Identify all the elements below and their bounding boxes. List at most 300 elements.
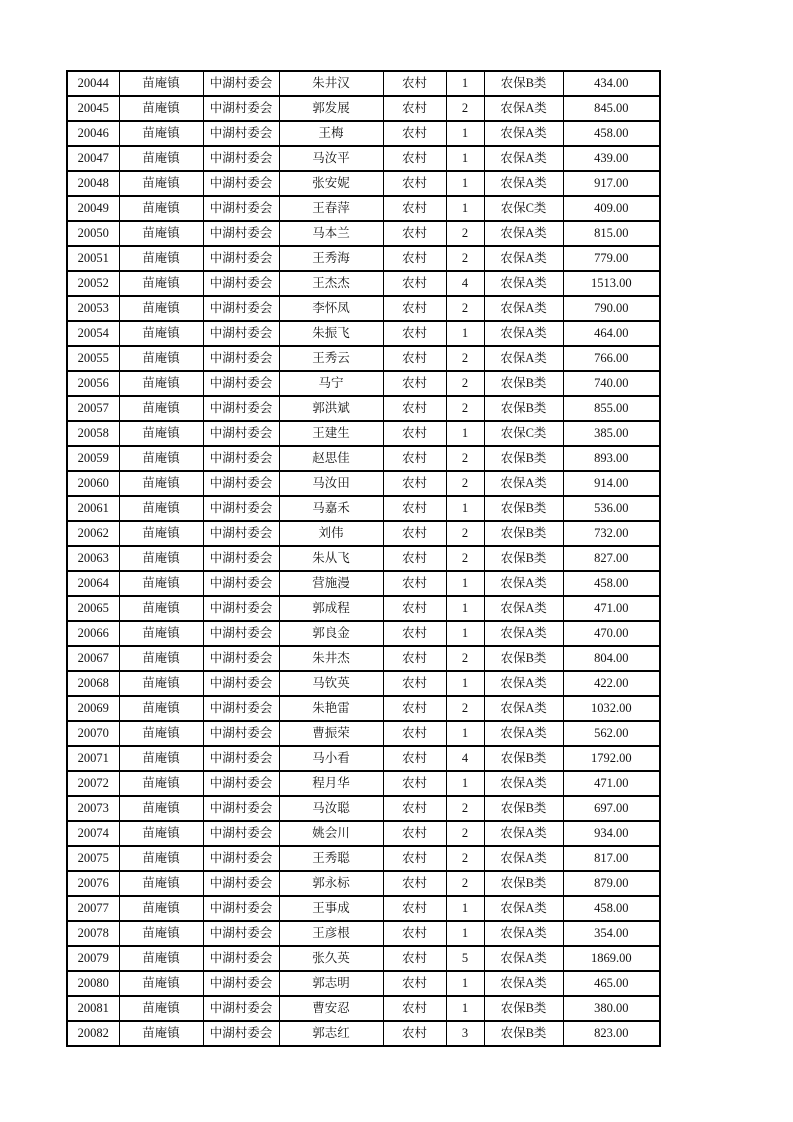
table-row xyxy=(67,746,660,771)
cell-amount: 458.00 xyxy=(563,121,660,146)
cell-residence-type: 农村 xyxy=(383,196,446,221)
roster-table xyxy=(66,70,661,1047)
cell-name: 营施漫 xyxy=(279,571,383,596)
cell-residence-type: 农村 xyxy=(383,496,446,521)
cell-amount: 790.00 xyxy=(563,296,660,321)
cell-id: 20045 xyxy=(67,96,119,121)
cell-residence-type: 农村 xyxy=(383,996,446,1021)
cell-person-count: 2 xyxy=(446,396,484,421)
cell-town: 苗庵镇 xyxy=(119,896,203,921)
cell-person-count: 2 xyxy=(446,646,484,671)
cell-id: 20066 xyxy=(67,621,119,646)
cell-person-count: 2 xyxy=(446,521,484,546)
cell-id: 20075 xyxy=(67,846,119,871)
cell-amount: 917.00 xyxy=(563,171,660,196)
cell-person-count: 1 xyxy=(446,721,484,746)
cell-person-count: 2 xyxy=(446,221,484,246)
cell-name: 郭志明 xyxy=(279,971,383,996)
cell-insurance-category: 农保A类 xyxy=(484,96,563,121)
cell-insurance-category: 农保A类 xyxy=(484,146,563,171)
cell-name: 姚会川 xyxy=(279,821,383,846)
cell-id: 20073 xyxy=(67,796,119,821)
cell-village: 中湖村委会 xyxy=(203,521,279,546)
cell-name: 朱振飞 xyxy=(279,321,383,346)
cell-insurance-category: 农保B类 xyxy=(484,521,563,546)
cell-residence-type: 农村 xyxy=(383,246,446,271)
table-row xyxy=(67,796,660,821)
cell-insurance-category: 农保A类 xyxy=(484,846,563,871)
cell-insurance-category: 农保A类 xyxy=(484,896,563,921)
cell-residence-type: 农村 xyxy=(383,121,446,146)
cell-village: 中湖村委会 xyxy=(203,396,279,421)
cell-village: 中湖村委会 xyxy=(203,246,279,271)
cell-residence-type: 农村 xyxy=(383,821,446,846)
cell-town: 苗庵镇 xyxy=(119,771,203,796)
cell-id: 20080 xyxy=(67,971,119,996)
cell-amount: 817.00 xyxy=(563,846,660,871)
cell-town: 苗庵镇 xyxy=(119,1021,203,1046)
cell-residence-type: 农村 xyxy=(383,746,446,771)
cell-residence-type: 农村 xyxy=(383,671,446,696)
table-row xyxy=(67,496,660,521)
cell-person-count: 2 xyxy=(446,246,484,271)
cell-town: 苗庵镇 xyxy=(119,871,203,896)
cell-town: 苗庵镇 xyxy=(119,796,203,821)
cell-person-count: 1 xyxy=(446,196,484,221)
cell-residence-type: 农村 xyxy=(383,221,446,246)
cell-name: 马宁 xyxy=(279,371,383,396)
cell-id: 20082 xyxy=(67,1021,119,1046)
cell-town: 苗庵镇 xyxy=(119,946,203,971)
cell-village: 中湖村委会 xyxy=(203,596,279,621)
cell-town: 苗庵镇 xyxy=(119,421,203,446)
cell-person-count: 1 xyxy=(446,921,484,946)
cell-person-count: 1 xyxy=(446,171,484,196)
cell-town: 苗庵镇 xyxy=(119,346,203,371)
cell-insurance-category: 农保B类 xyxy=(484,396,563,421)
cell-person-count: 2 xyxy=(446,346,484,371)
cell-id: 20061 xyxy=(67,496,119,521)
cell-person-count: 1 xyxy=(446,596,484,621)
cell-id: 20065 xyxy=(67,596,119,621)
cell-village: 中湖村委会 xyxy=(203,696,279,721)
cell-insurance-category: 农保B类 xyxy=(484,796,563,821)
cell-town: 苗庵镇 xyxy=(119,521,203,546)
cell-insurance-category: 农保A类 xyxy=(484,671,563,696)
cell-id: 20056 xyxy=(67,371,119,396)
cell-amount: 380.00 xyxy=(563,996,660,1021)
table-row xyxy=(67,546,660,571)
cell-person-count: 1 xyxy=(446,671,484,696)
cell-amount: 845.00 xyxy=(563,96,660,121)
cell-village: 中湖村委会 xyxy=(203,421,279,446)
cell-town: 苗庵镇 xyxy=(119,271,203,296)
cell-residence-type: 农村 xyxy=(383,721,446,746)
cell-amount: 458.00 xyxy=(563,896,660,921)
cell-insurance-category: 农保A类 xyxy=(484,771,563,796)
cell-residence-type: 农村 xyxy=(383,271,446,296)
cell-town: 苗庵镇 xyxy=(119,721,203,746)
cell-town: 苗庵镇 xyxy=(119,846,203,871)
cell-id: 20049 xyxy=(67,196,119,221)
cell-amount: 804.00 xyxy=(563,646,660,671)
cell-village: 中湖村委会 xyxy=(203,871,279,896)
cell-residence-type: 农村 xyxy=(383,596,446,621)
cell-village: 中湖村委会 xyxy=(203,846,279,871)
cell-person-count: 2 xyxy=(446,546,484,571)
table-row xyxy=(67,221,660,246)
cell-amount: 465.00 xyxy=(563,971,660,996)
cell-person-count: 5 xyxy=(446,946,484,971)
cell-person-count: 3 xyxy=(446,1021,484,1046)
cell-residence-type: 农村 xyxy=(383,71,446,96)
cell-name: 曹安忍 xyxy=(279,996,383,1021)
cell-name: 王梅 xyxy=(279,121,383,146)
cell-id: 20069 xyxy=(67,696,119,721)
cell-person-count: 1 xyxy=(446,421,484,446)
table-row xyxy=(67,646,660,671)
table-row xyxy=(67,346,660,371)
table-row xyxy=(67,571,660,596)
cell-village: 中湖村委会 xyxy=(203,996,279,1021)
cell-id: 20052 xyxy=(67,271,119,296)
cell-insurance-category: 农保A类 xyxy=(484,296,563,321)
cell-residence-type: 农村 xyxy=(383,846,446,871)
cell-village: 中湖村委会 xyxy=(203,171,279,196)
table-row xyxy=(67,121,660,146)
cell-name: 刘伟 xyxy=(279,521,383,546)
cell-id: 20055 xyxy=(67,346,119,371)
table-row xyxy=(67,621,660,646)
cell-name: 郭洪斌 xyxy=(279,396,383,421)
table-row xyxy=(67,171,660,196)
cell-amount: 1513.00 xyxy=(563,271,660,296)
cell-residence-type: 农村 xyxy=(383,871,446,896)
cell-amount: 409.00 xyxy=(563,196,660,221)
cell-residence-type: 农村 xyxy=(383,171,446,196)
cell-id: 20081 xyxy=(67,996,119,1021)
cell-village: 中湖村委会 xyxy=(203,571,279,596)
cell-village: 中湖村委会 xyxy=(203,821,279,846)
cell-insurance-category: 农保B类 xyxy=(484,371,563,396)
cell-id: 20048 xyxy=(67,171,119,196)
cell-amount: 779.00 xyxy=(563,246,660,271)
table-row xyxy=(67,821,660,846)
cell-person-count: 1 xyxy=(446,71,484,96)
cell-insurance-category: 农保B类 xyxy=(484,71,563,96)
cell-insurance-category: 农保B类 xyxy=(484,646,563,671)
cell-person-count: 2 xyxy=(446,371,484,396)
cell-amount: 740.00 xyxy=(563,371,660,396)
cell-person-count: 2 xyxy=(446,96,484,121)
cell-insurance-category: 农保B类 xyxy=(484,546,563,571)
cell-name: 郭志红 xyxy=(279,1021,383,1046)
cell-town: 苗庵镇 xyxy=(119,971,203,996)
cell-id: 20068 xyxy=(67,671,119,696)
cell-town: 苗庵镇 xyxy=(119,671,203,696)
cell-id: 20057 xyxy=(67,396,119,421)
cell-id: 20077 xyxy=(67,896,119,921)
cell-village: 中湖村委会 xyxy=(203,796,279,821)
cell-id: 20067 xyxy=(67,646,119,671)
cell-residence-type: 农村 xyxy=(383,946,446,971)
cell-residence-type: 农村 xyxy=(383,146,446,171)
table-row xyxy=(67,771,660,796)
cell-residence-type: 农村 xyxy=(383,421,446,446)
cell-town: 苗庵镇 xyxy=(119,596,203,621)
cell-insurance-category: 农保A类 xyxy=(484,571,563,596)
table-row xyxy=(67,271,660,296)
cell-village: 中湖村委会 xyxy=(203,746,279,771)
cell-id: 20058 xyxy=(67,421,119,446)
cell-name: 马汝聪 xyxy=(279,796,383,821)
cell-amount: 893.00 xyxy=(563,446,660,471)
cell-person-count: 2 xyxy=(446,871,484,896)
cell-insurance-category: 农保A类 xyxy=(484,471,563,496)
cell-name: 王建生 xyxy=(279,421,383,446)
table-row xyxy=(67,71,660,96)
cell-insurance-category: 农保B类 xyxy=(484,746,563,771)
cell-name: 张久英 xyxy=(279,946,383,971)
cell-amount: 470.00 xyxy=(563,621,660,646)
cell-town: 苗庵镇 xyxy=(119,471,203,496)
cell-name: 曹振荣 xyxy=(279,721,383,746)
cell-residence-type: 农村 xyxy=(383,696,446,721)
cell-id: 20076 xyxy=(67,871,119,896)
cell-insurance-category: 农保C类 xyxy=(484,421,563,446)
cell-town: 苗庵镇 xyxy=(119,321,203,346)
cell-id: 20074 xyxy=(67,821,119,846)
cell-village: 中湖村委会 xyxy=(203,121,279,146)
table-row xyxy=(67,521,660,546)
cell-amount: 815.00 xyxy=(563,221,660,246)
cell-insurance-category: 农保B类 xyxy=(484,446,563,471)
cell-amount: 434.00 xyxy=(563,71,660,96)
cell-village: 中湖村委会 xyxy=(203,196,279,221)
cell-residence-type: 农村 xyxy=(383,521,446,546)
cell-town: 苗庵镇 xyxy=(119,246,203,271)
cell-amount: 471.00 xyxy=(563,596,660,621)
cell-name: 王春萍 xyxy=(279,196,383,221)
cell-id: 20051 xyxy=(67,246,119,271)
cell-id: 20060 xyxy=(67,471,119,496)
cell-name: 张安妮 xyxy=(279,171,383,196)
cell-amount: 439.00 xyxy=(563,146,660,171)
cell-village: 中湖村委会 xyxy=(203,1021,279,1046)
cell-insurance-category: 农保B类 xyxy=(484,996,563,1021)
cell-person-count: 2 xyxy=(446,696,484,721)
cell-village: 中湖村委会 xyxy=(203,946,279,971)
cell-town: 苗庵镇 xyxy=(119,71,203,96)
cell-person-count: 2 xyxy=(446,846,484,871)
cell-town: 苗庵镇 xyxy=(119,996,203,1021)
cell-town: 苗庵镇 xyxy=(119,621,203,646)
table-row xyxy=(67,871,660,896)
cell-residence-type: 农村 xyxy=(383,646,446,671)
table-row xyxy=(67,96,660,121)
cell-amount: 732.00 xyxy=(563,521,660,546)
cell-residence-type: 农村 xyxy=(383,471,446,496)
cell-person-count: 1 xyxy=(446,571,484,596)
table-row xyxy=(67,246,660,271)
cell-insurance-category: 农保A类 xyxy=(484,321,563,346)
cell-amount: 1792.00 xyxy=(563,746,660,771)
cell-insurance-category: 农保A类 xyxy=(484,246,563,271)
cell-insurance-category: 农保A类 xyxy=(484,696,563,721)
cell-residence-type: 农村 xyxy=(383,321,446,346)
cell-name: 王秀云 xyxy=(279,346,383,371)
cell-town: 苗庵镇 xyxy=(119,121,203,146)
cell-village: 中湖村委会 xyxy=(203,271,279,296)
cell-amount: 385.00 xyxy=(563,421,660,446)
cell-village: 中湖村委会 xyxy=(203,71,279,96)
cell-residence-type: 农村 xyxy=(383,896,446,921)
table-row xyxy=(67,596,660,621)
table-row xyxy=(67,696,660,721)
cell-name: 马小看 xyxy=(279,746,383,771)
cell-residence-type: 农村 xyxy=(383,546,446,571)
cell-town: 苗庵镇 xyxy=(119,696,203,721)
cell-amount: 697.00 xyxy=(563,796,660,821)
cell-town: 苗庵镇 xyxy=(119,396,203,421)
cell-insurance-category: 农保B类 xyxy=(484,871,563,896)
cell-person-count: 1 xyxy=(446,771,484,796)
cell-name: 王事成 xyxy=(279,896,383,921)
cell-person-count: 2 xyxy=(446,471,484,496)
cell-village: 中湖村委会 xyxy=(203,546,279,571)
cell-town: 苗庵镇 xyxy=(119,546,203,571)
cell-id: 20063 xyxy=(67,546,119,571)
cell-amount: 471.00 xyxy=(563,771,660,796)
cell-residence-type: 农村 xyxy=(383,621,446,646)
cell-amount: 766.00 xyxy=(563,346,660,371)
cell-name: 马汝平 xyxy=(279,146,383,171)
cell-residence-type: 农村 xyxy=(383,96,446,121)
cell-insurance-category: 农保A类 xyxy=(484,621,563,646)
cell-village: 中湖村委会 xyxy=(203,471,279,496)
cell-amount: 1869.00 xyxy=(563,946,660,971)
cell-village: 中湖村委会 xyxy=(203,646,279,671)
table-row xyxy=(67,996,660,1021)
cell-village: 中湖村委会 xyxy=(203,921,279,946)
cell-amount: 354.00 xyxy=(563,921,660,946)
table-row xyxy=(67,896,660,921)
cell-id: 20064 xyxy=(67,571,119,596)
cell-name: 马本兰 xyxy=(279,221,383,246)
cell-id: 20047 xyxy=(67,146,119,171)
cell-id: 20070 xyxy=(67,721,119,746)
cell-person-count: 1 xyxy=(446,621,484,646)
cell-name: 郭良金 xyxy=(279,621,383,646)
cell-insurance-category: 农保A类 xyxy=(484,346,563,371)
table-row xyxy=(67,1021,660,1046)
cell-name: 王秀聪 xyxy=(279,846,383,871)
cell-amount: 855.00 xyxy=(563,396,660,421)
table-row xyxy=(67,396,660,421)
cell-id: 20071 xyxy=(67,746,119,771)
cell-residence-type: 农村 xyxy=(383,396,446,421)
cell-id: 20044 xyxy=(67,71,119,96)
cell-id: 20050 xyxy=(67,221,119,246)
cell-id: 20046 xyxy=(67,121,119,146)
cell-residence-type: 农村 xyxy=(383,921,446,946)
cell-insurance-category: 农保A类 xyxy=(484,821,563,846)
cell-id: 20054 xyxy=(67,321,119,346)
cell-insurance-category: 农保A类 xyxy=(484,171,563,196)
table-row xyxy=(67,421,660,446)
cell-village: 中湖村委会 xyxy=(203,721,279,746)
table-row xyxy=(67,196,660,221)
cell-person-count: 2 xyxy=(446,821,484,846)
cell-id: 20059 xyxy=(67,446,119,471)
cell-village: 中湖村委会 xyxy=(203,446,279,471)
cell-village: 中湖村委会 xyxy=(203,321,279,346)
cell-amount: 464.00 xyxy=(563,321,660,346)
cell-village: 中湖村委会 xyxy=(203,146,279,171)
cell-insurance-category: 农保A类 xyxy=(484,946,563,971)
cell-village: 中湖村委会 xyxy=(203,621,279,646)
cell-town: 苗庵镇 xyxy=(119,921,203,946)
cell-person-count: 2 xyxy=(446,796,484,821)
cell-name: 马嘉禾 xyxy=(279,496,383,521)
cell-amount: 562.00 xyxy=(563,721,660,746)
table-row xyxy=(67,971,660,996)
cell-name: 王秀海 xyxy=(279,246,383,271)
cell-town: 苗庵镇 xyxy=(119,371,203,396)
cell-person-count: 4 xyxy=(446,746,484,771)
cell-town: 苗庵镇 xyxy=(119,146,203,171)
cell-amount: 536.00 xyxy=(563,496,660,521)
cell-insurance-category: 农保B类 xyxy=(484,496,563,521)
cell-name: 朱艳雷 xyxy=(279,696,383,721)
cell-name: 赵思佳 xyxy=(279,446,383,471)
cell-person-count: 1 xyxy=(446,146,484,171)
cell-amount: 934.00 xyxy=(563,821,660,846)
cell-village: 中湖村委会 xyxy=(203,896,279,921)
cell-insurance-category: 农保B类 xyxy=(484,1021,563,1046)
cell-town: 苗庵镇 xyxy=(119,571,203,596)
cell-town: 苗庵镇 xyxy=(119,296,203,321)
cell-amount: 422.00 xyxy=(563,671,660,696)
table-row xyxy=(67,321,660,346)
cell-name: 朱井杰 xyxy=(279,646,383,671)
cell-insurance-category: 农保A类 xyxy=(484,271,563,296)
cell-name: 郭成程 xyxy=(279,596,383,621)
table-row xyxy=(67,146,660,171)
table-body xyxy=(67,71,660,1046)
table-row xyxy=(67,446,660,471)
cell-name: 王杰杰 xyxy=(279,271,383,296)
cell-amount: 458.00 xyxy=(563,571,660,596)
cell-person-count: 1 xyxy=(446,321,484,346)
cell-residence-type: 农村 xyxy=(383,346,446,371)
cell-insurance-category: 农保A类 xyxy=(484,921,563,946)
cell-residence-type: 农村 xyxy=(383,771,446,796)
cell-person-count: 4 xyxy=(446,271,484,296)
cell-id: 20079 xyxy=(67,946,119,971)
cell-person-count: 1 xyxy=(446,971,484,996)
cell-name: 程月华 xyxy=(279,771,383,796)
cell-insurance-category: 农保A类 xyxy=(484,721,563,746)
cell-name: 朱从飞 xyxy=(279,546,383,571)
cell-town: 苗庵镇 xyxy=(119,496,203,521)
cell-name: 马钦英 xyxy=(279,671,383,696)
cell-insurance-category: 农保A类 xyxy=(484,121,563,146)
cell-village: 中湖村委会 xyxy=(203,371,279,396)
cell-town: 苗庵镇 xyxy=(119,746,203,771)
cell-amount: 914.00 xyxy=(563,471,660,496)
cell-person-count: 1 xyxy=(446,496,484,521)
